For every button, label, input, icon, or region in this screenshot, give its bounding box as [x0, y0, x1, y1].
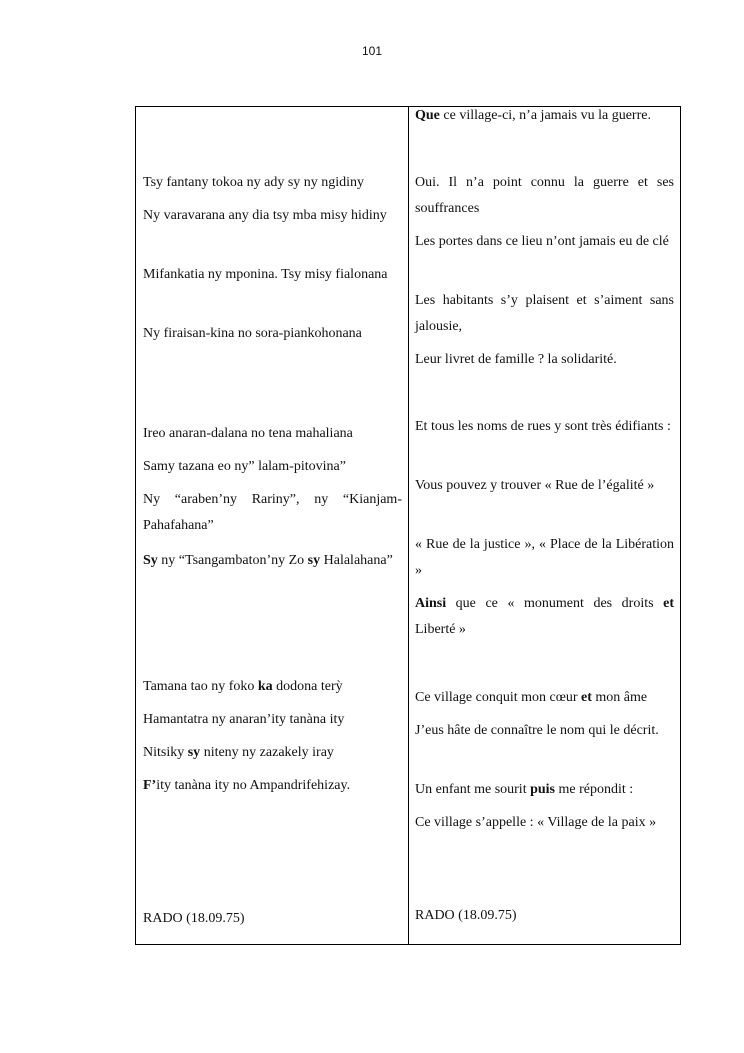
right-intro: Que ce village-ci, n’a jamais vu la guerre.: [415, 108, 651, 123]
right-line-9: Ce village conquit mon cœur et mon âme: [415, 690, 648, 705]
right-line-1: Oui. Il n’a point connu la guerre et ses souffrances: [415, 175, 674, 216]
left-line-12: F’ity tanàna ity no Ampandrifehizay.: [143, 778, 351, 793]
left-line-2: Ny varavarana any dia tsy mba misy hidiny: [143, 208, 387, 223]
right-line-11: Un enfant me sourit puis me répondit :: [415, 782, 634, 797]
right-line-6: Vous pouvez y trouver « Rue de l’égalité »: [415, 478, 655, 493]
poem-table: [135, 106, 681, 945]
bold-word: puis: [530, 782, 556, 797]
left-line-5: Ireo anaran-dalana no tena mahaliana: [143, 426, 353, 441]
bold-word: F’: [143, 778, 157, 793]
left-line-6: Samy tazana eo ny” lalam-pitovina”: [143, 459, 346, 474]
left-line-9: Tamana tao ny foko ka dodona terỳ: [143, 679, 343, 694]
bold-word: Sy: [143, 553, 158, 568]
left-line-11: Nitsiky sy niteny ny zazakely iray: [143, 745, 334, 760]
right-line-2: Les portes dans ce lieu n’ont jamais eu de clé: [415, 234, 669, 249]
right-line-12: Ce village s’appelle : « Village de la paix »: [415, 815, 657, 830]
left-line-4: Ny firaisan-kina no sora-piankohonana: [143, 326, 362, 341]
left-line-1: Tsy fantany tokoa ny ady sy ny ngidiny: [143, 175, 365, 190]
right-line-5: Et tous les noms de rues y sont très édifiants :: [415, 419, 671, 434]
bold-word: sy: [307, 553, 321, 568]
bold-word: sy: [187, 745, 201, 760]
right-line-7: « Rue de la justice », « Place de la Libération »: [415, 537, 674, 578]
right-line-4: Leur livret de famille ? la solidarité.: [415, 352, 617, 367]
left-line-7: Ny “araben’ny Rariny”, ny “Kianjam-Pahafahana”: [143, 492, 402, 533]
right-line-3: Les habitants s’y plaisent et s’aiment sans jalousie,: [415, 293, 674, 334]
bold-word: Ainsi: [415, 596, 447, 611]
page-number: 101: [361, 44, 383, 58]
left-line-3: Mifankatia ny mponina. Tsy misy fialonana: [143, 267, 388, 282]
bold-word: et: [581, 690, 592, 705]
left-line-10: Hamantatra ny anaran’ity tanàna ity: [143, 712, 345, 727]
column-divider: [408, 107, 409, 944]
bold-word: Que: [415, 108, 440, 123]
right-line-10: J’eus hâte de connaître le nom qui le décrit.: [415, 723, 659, 738]
right-signature: RADO (18.09.75): [415, 908, 517, 923]
left-line-8: Sy ny “Tsangambaton’ny Zo sy Halalahana”: [143, 553, 393, 568]
bold-word: ka: [257, 679, 273, 694]
bold-word: et: [663, 596, 674, 611]
right-line-8: Ainsi que ce « monument des droits et Liberté »: [415, 596, 674, 637]
left-signature: RADO (18.09.75): [143, 911, 245, 926]
